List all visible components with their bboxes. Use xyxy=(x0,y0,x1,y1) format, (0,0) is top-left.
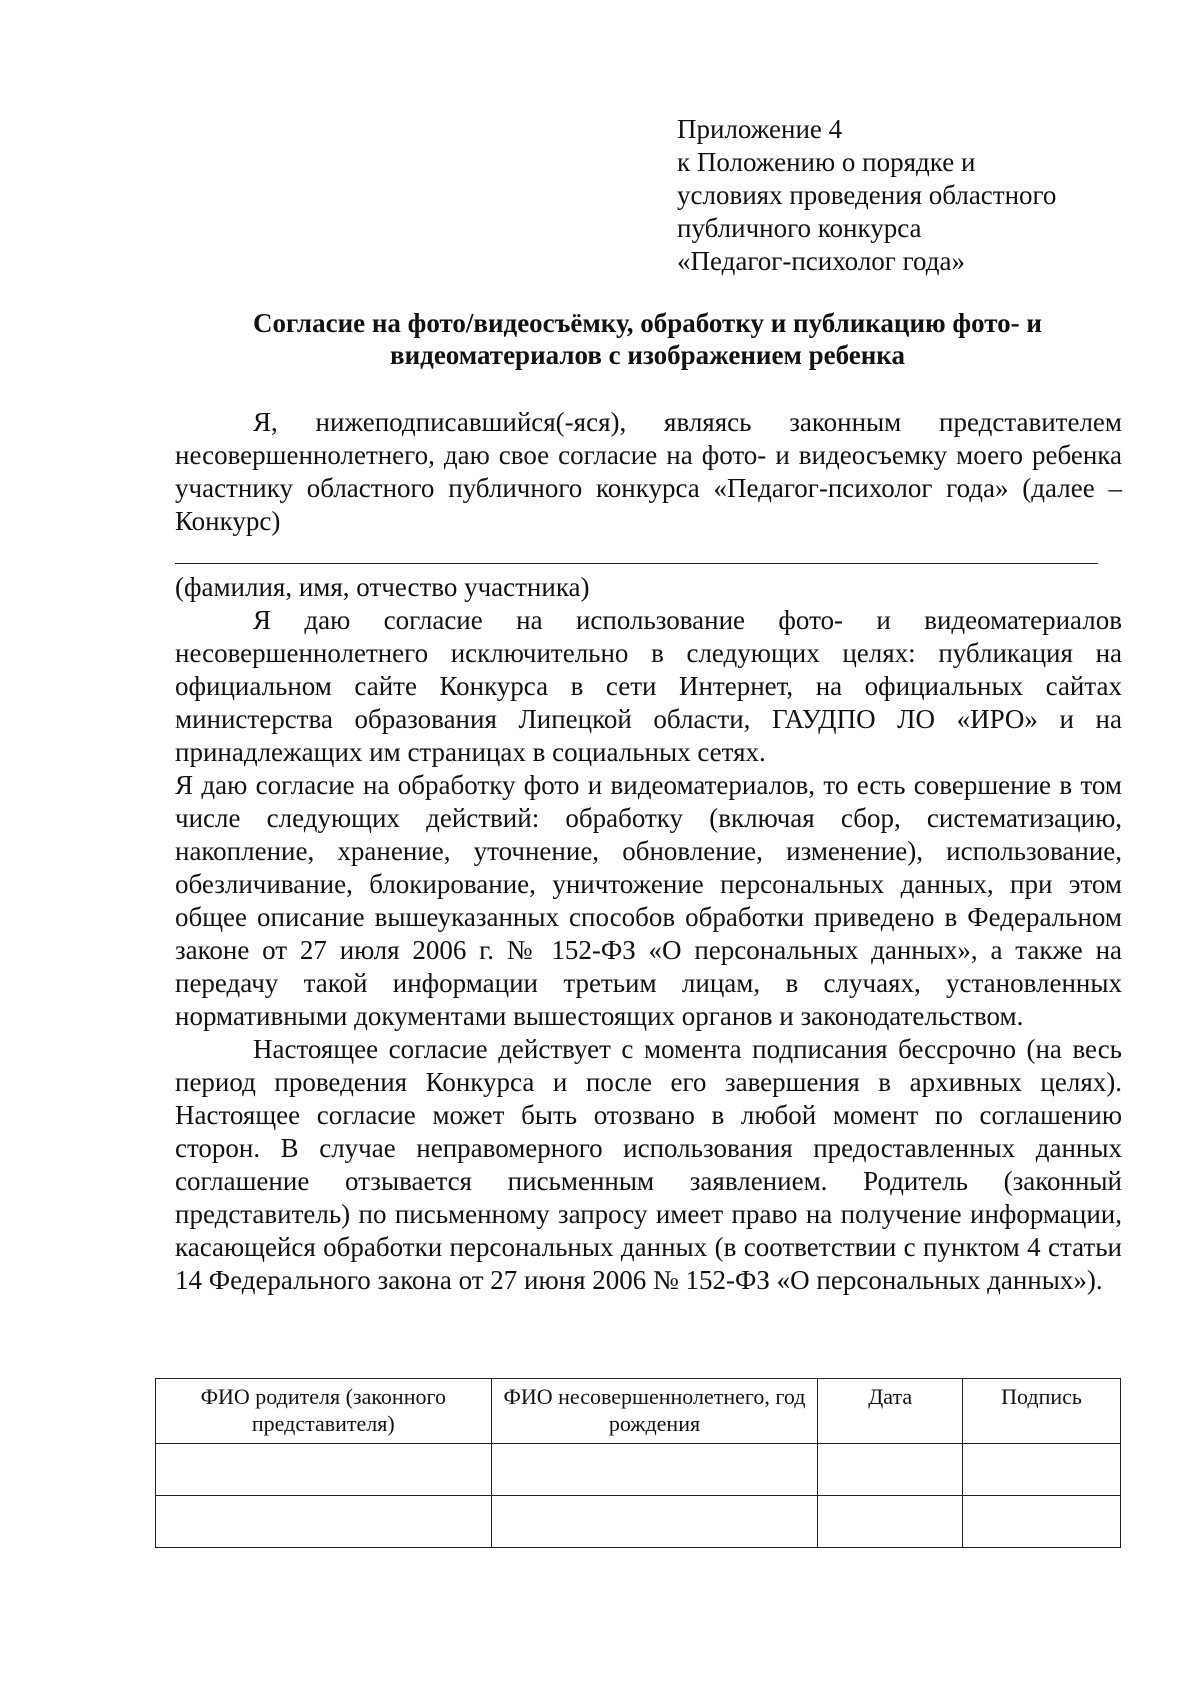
annex-line-4: публичного конкурса xyxy=(677,213,922,243)
validity-paragraph: Настоящее согласие действует с момента подписания бессрочно (на весь период проведения Конкурса и после его завершения в архивных целях). Настоящее согласие может быть отозвано в любой момент по соглашению сторон. В случае неправомерного использования предоставленных данных соглашение отзывается письменным заявлением. Родитель (законный представитель) по письменному запросу имеет право на получение информации, касающейся обработки персональных данных (в соответствии с пунктом 4 статьи 14 Федерального закона от 27 июня 2006 № 152-ФЗ «О персональных данных»). xyxy=(175,1034,1122,1295)
title-line-2: видеоматериалов с изображением ребенка xyxy=(390,340,905,370)
cell-parent-name[interactable] xyxy=(156,1496,492,1548)
participant-name-blank xyxy=(175,563,1098,564)
title-line-1: Согласие на фото/видеосъёмку, обработку и публикацию фото- и xyxy=(253,308,1042,338)
table-row xyxy=(156,1444,1121,1496)
participant-name-caption: (фамилия, имя, отчество участника) xyxy=(175,572,590,602)
document-title xyxy=(175,307,1120,371)
signature-table xyxy=(155,1378,1121,1548)
consent-body xyxy=(175,604,1122,1297)
table-header-row xyxy=(156,1379,1121,1444)
annex-line-1: Приложение 4 xyxy=(677,114,843,144)
processing-paragraph: Я даю согласие на обработку фото и видеоматериалов, то есть совершение в том числе следующих действий: обработку (включая сбор, систематизацию, накопление, хранение, уточнение, обновление, изменение), использование, обезличивание, блокирование, уничтожение персональных данных, при этом общее описание вышеуказанных способов обработки приведено в Федеральном законе от 27 июля 2006 г. № 152-ФЗ «О персональных данных», а также на передачу такой информации третьим лицам, в случаях, установленных нормативными документами вышестоящих органов и законодательством. xyxy=(175,770,1122,1031)
usage-paragraph: Я даю согласие на использование фото- и видеоматериалов несовершеннолетнего исключительно в следующих целях: публикация на официальном сайте Конкурса в сети Интернет, на официальных сайтах министерства образования Липецкой области, ГАУДПО ЛО «ИРО» и на принадлежащих им страницах в социальных сетях. xyxy=(175,605,1122,767)
cell-child-name[interactable] xyxy=(491,1496,818,1548)
cell-signature[interactable] xyxy=(963,1496,1121,1548)
cell-date[interactable] xyxy=(818,1444,963,1496)
header-date: Дата xyxy=(818,1379,963,1444)
cell-date[interactable] xyxy=(818,1496,963,1548)
cell-child-name[interactable] xyxy=(491,1444,818,1496)
table-row xyxy=(156,1496,1121,1548)
intro-text: Я, нижеподписавшийся(-яся), являясь законным представителем несовершеннолетнего, даю свое согласие на фото- и видеосъемку моего ребенка участнику областного публичного конкурса «Педагог-психолог года» (далее – Конкурс) xyxy=(175,407,1122,536)
header-signature: Подпись xyxy=(963,1379,1121,1444)
annex-header xyxy=(677,113,1137,278)
header-child-name: ФИО несовершеннолетнего, год рождения xyxy=(491,1379,818,1444)
annex-line-3: условиях проведения областного xyxy=(677,180,1057,210)
cell-signature[interactable] xyxy=(963,1444,1121,1496)
intro-paragraph xyxy=(175,406,1122,538)
header-parent-name: ФИО родителя (законного представителя) xyxy=(156,1379,492,1444)
annex-line-5: «Педагог-психолог года» xyxy=(677,246,965,276)
annex-line-2: к Положению о порядке и xyxy=(677,147,976,177)
cell-parent-name[interactable] xyxy=(156,1444,492,1496)
